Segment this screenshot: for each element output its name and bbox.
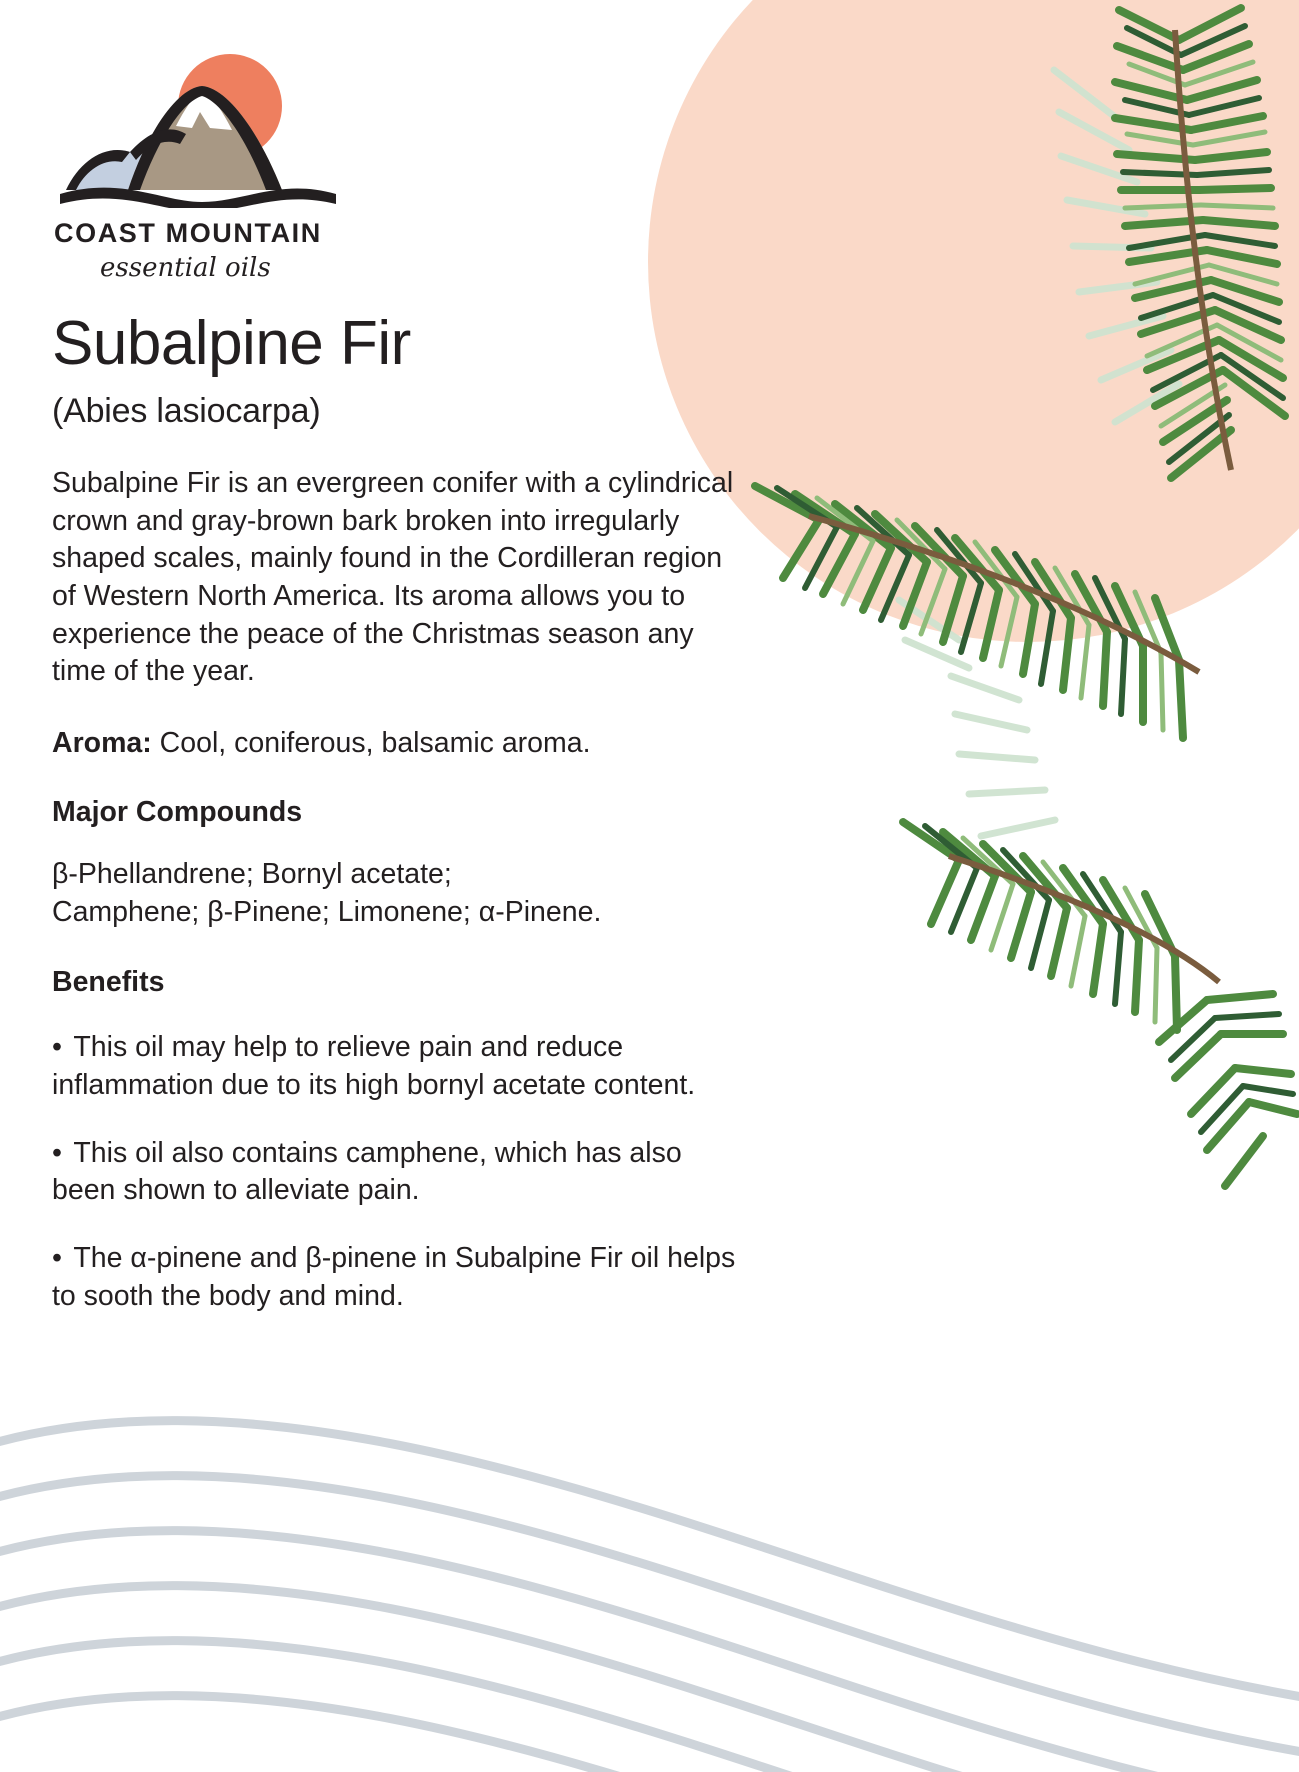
bullet-icon: • xyxy=(52,1030,66,1063)
benefit-text: This oil also contains camphene, which has also been shown to alleviate pain. xyxy=(52,1136,682,1207)
major-compounds-list xyxy=(52,855,760,932)
mountain-sun-logo xyxy=(52,48,342,208)
benefit-item xyxy=(52,1135,752,1211)
aroma-line xyxy=(52,725,760,762)
benefit-text: The α-pinene and β-pinene in Subalpine Fir oil helps to sooth the body and mind. xyxy=(52,1242,736,1313)
product-info-card xyxy=(0,0,760,1316)
aroma-value: Cool, coniferous, balsamic aroma. xyxy=(151,726,591,759)
benefit-text: This oil may help to relieve pain and reduce inflammation due to its high bornyl acetate content. xyxy=(52,1030,696,1101)
bullet-icon: • xyxy=(52,1242,66,1275)
product-description: Subalpine Fir is an evergreen conifer with a cylindrical crown and gray-brown bark broken into irregularly shaped scales, mainly found in the Cordilleran region of Western North America. Its aroma allows you to experience the peace of the Christmas season any time of the year. xyxy=(52,467,734,688)
brand-block xyxy=(52,48,352,283)
bullet-icon: • xyxy=(52,1136,66,1169)
brand-name: COAST MOUNTAIN xyxy=(54,218,322,248)
benefits-heading: Benefits xyxy=(52,965,165,998)
benefit-item xyxy=(52,1029,752,1105)
latin-name: (Abies lasiocarpa) xyxy=(52,392,321,431)
brand-tagline: essential oils xyxy=(100,253,271,283)
compounds-line-2: Camphene; β-Pinene; Limonene; α-Pinene. xyxy=(52,896,602,929)
compounds-line-1: β-Phellandrene; Bornyl acetate; xyxy=(52,857,452,890)
aroma-label: Aroma: xyxy=(52,726,152,759)
major-compounds-heading: Major Compounds xyxy=(52,795,303,828)
page-title: Subalpine Fir xyxy=(52,309,411,378)
benefit-item xyxy=(52,1240,752,1316)
